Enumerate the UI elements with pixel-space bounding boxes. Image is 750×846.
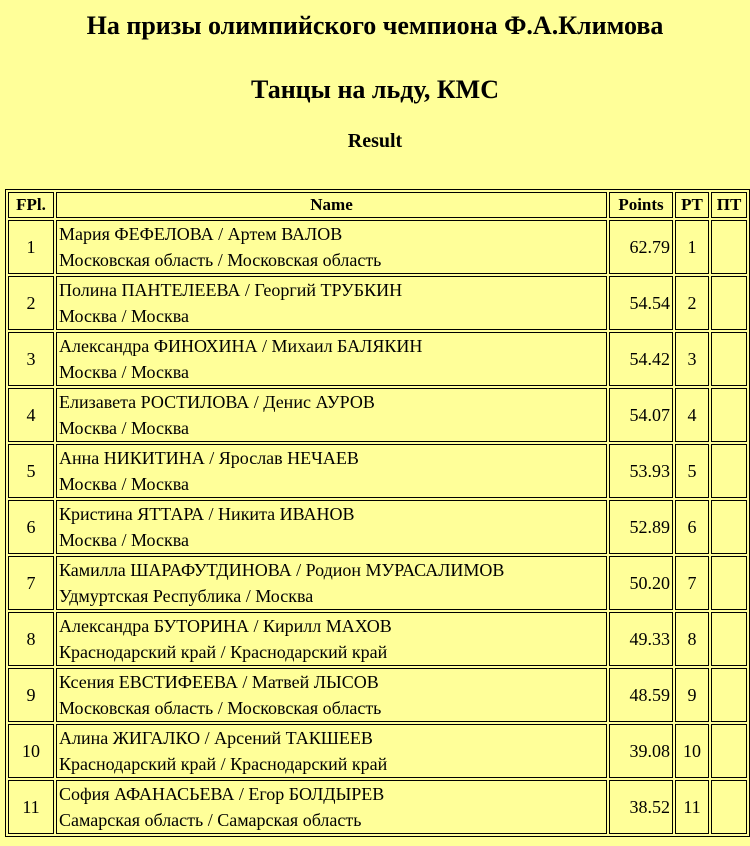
ppt-cell [711, 500, 747, 554]
pair-regions: Краснодарский край / Краснодарский край [59, 754, 388, 774]
pair-names: Александра ФИНОХИНА / Михаил БАЛЯКИН [59, 336, 423, 356]
place-cell: 11 [8, 780, 54, 834]
ppt-cell [711, 556, 747, 610]
table-row [8, 500, 747, 554]
ppt-cell [711, 444, 747, 498]
table-row [8, 612, 747, 666]
points-cell: 38.52 [609, 780, 673, 834]
pair-regions: Москва / Москва [59, 418, 189, 438]
pt-cell: 9 [675, 668, 709, 722]
pair-regions: Удмуртская Республика / Москва [59, 586, 314, 606]
pt-cell: 8 [675, 612, 709, 666]
pair-names: Анна НИКИТИНА / Ярослав НЕЧАЕВ [59, 448, 359, 468]
name-cell [56, 556, 607, 610]
results-table-container [5, 189, 750, 837]
ppt-cell [711, 388, 747, 442]
column-header-fpl: FPl. [8, 192, 54, 218]
place-cell: 5 [8, 444, 54, 498]
ppt-cell [711, 724, 747, 778]
name-cell [56, 780, 607, 834]
table-row [8, 220, 747, 274]
event-subtitle: Танцы на льду, КМС [251, 75, 499, 104]
points-cell: 54.54 [609, 276, 673, 330]
name-cell [56, 612, 607, 666]
pair-regions: Московская область / Московская область [59, 250, 382, 270]
name-cell [56, 220, 607, 274]
place-cell: 3 [8, 332, 54, 386]
ppt-cell [711, 332, 747, 386]
points-cell: 48.59 [609, 668, 673, 722]
table-header-row [8, 192, 747, 218]
pt-cell: 2 [675, 276, 709, 330]
pair-names: Камилла ШАРАФУТДИНОВА / Родион МУРАСАЛИМОВ [59, 560, 505, 580]
pair-regions: Москва / Москва [59, 306, 189, 326]
place-cell: 8 [8, 612, 54, 666]
pair-regions: Самарская область / Самарская область [59, 810, 362, 830]
pair-names: Ксения ЕВСТИФЕЕВА / Матвей ЛЫСОВ [59, 672, 379, 692]
place-cell: 10 [8, 724, 54, 778]
place-cell: 7 [8, 556, 54, 610]
column-header-ppt: ПТ [711, 192, 747, 218]
pair-regions: Москва / Москва [59, 362, 189, 382]
table-row [8, 780, 747, 834]
table-row [8, 444, 747, 498]
name-cell [56, 444, 607, 498]
table-row [8, 556, 747, 610]
name-cell [56, 332, 607, 386]
column-header-name: Name [56, 192, 607, 218]
points-cell: 49.33 [609, 612, 673, 666]
table-row [8, 668, 747, 722]
pt-cell: 10 [675, 724, 709, 778]
pair-regions: Москва / Москва [59, 474, 189, 494]
points-cell: 54.42 [609, 332, 673, 386]
name-cell [56, 388, 607, 442]
results-table-body [8, 220, 747, 834]
pair-names: Алина ЖИГАЛКО / Арсений ТАКШЕЕВ [59, 728, 373, 748]
column-header-points: Points [609, 192, 673, 218]
pt-cell: 4 [675, 388, 709, 442]
points-cell: 50.20 [609, 556, 673, 610]
pt-cell: 7 [675, 556, 709, 610]
pair-names: Полина ПАНТЕЛЕЕВА / Георгий ТРУБКИН [59, 280, 403, 300]
name-cell [56, 724, 607, 778]
pt-cell: 6 [675, 500, 709, 554]
table-row [8, 724, 747, 778]
points-cell: 52.89 [609, 500, 673, 554]
points-cell: 53.93 [609, 444, 673, 498]
pt-cell: 11 [675, 780, 709, 834]
ppt-cell [711, 612, 747, 666]
ppt-cell [711, 220, 747, 274]
pair-names: Мария ФЕФЕЛОВА / Артем ВАЛОВ [59, 224, 343, 244]
pair-names: София АФАНАСЬЕВА / Егор БОЛДЫРЕВ [59, 784, 385, 804]
place-cell: 6 [8, 500, 54, 554]
points-cell: 62.79 [609, 220, 673, 274]
pair-regions: Москва / Москва [59, 530, 189, 550]
place-cell: 4 [8, 388, 54, 442]
table-row [8, 388, 747, 442]
place-cell: 9 [8, 668, 54, 722]
pair-names: Кристина ЯТТАРА / Никита ИВАНОВ [59, 504, 355, 524]
table-row [8, 276, 747, 330]
name-cell [56, 500, 607, 554]
name-cell [56, 668, 607, 722]
pair-regions: Краснодарский край / Краснодарский край [59, 642, 388, 662]
page-title: На призы олимпийского чемпиона Ф.А.Климова [86, 11, 664, 40]
results-table [5, 189, 750, 837]
ppt-cell [711, 276, 747, 330]
pt-cell: 1 [675, 220, 709, 274]
points-cell: 54.07 [609, 388, 673, 442]
ppt-cell [711, 780, 747, 834]
place-cell: 1 [8, 220, 54, 274]
pair-regions: Московская область / Московская область [59, 698, 382, 718]
table-row [8, 332, 747, 386]
pair-names: Александра БУТОРИНА / Кирилл МАХОВ [59, 616, 392, 636]
ppt-cell [711, 668, 747, 722]
pair-names: Елизавета РОСТИЛОВА / Денис АУРОВ [59, 392, 375, 412]
pt-cell: 3 [675, 332, 709, 386]
pt-cell: 5 [675, 444, 709, 498]
points-cell: 39.08 [609, 724, 673, 778]
name-cell [56, 276, 607, 330]
column-header-pt: PT [675, 192, 709, 218]
section-heading: Result [347, 130, 403, 152]
place-cell: 2 [8, 276, 54, 330]
